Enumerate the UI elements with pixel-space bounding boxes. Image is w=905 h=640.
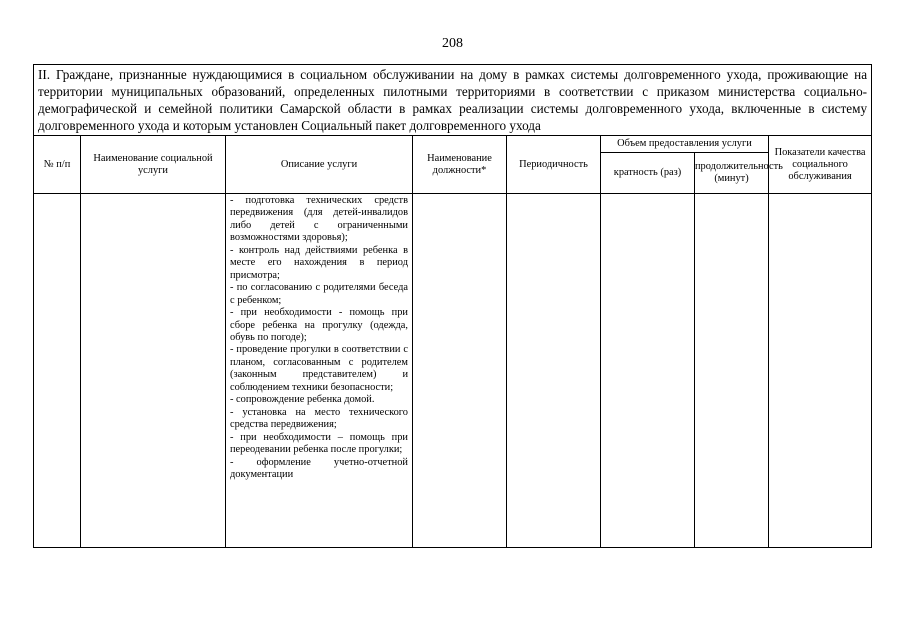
header-frequency: кратность (раз) [601, 153, 695, 194]
header-position: Наименование должности* [413, 136, 507, 194]
description-item: - сопровождение ребенка домой. [230, 394, 375, 406]
cell-duration [695, 194, 769, 548]
description-item: - подготовка технических средств передвижения (для детей-инвалидов либо детей с ограниченными возможностями здоровья); [230, 195, 408, 244]
description-item: - проведение прогулки в соответствии с планом, согласованным с родителем (законным представителем) и соблюдением техники безопасности; [230, 344, 408, 393]
header-volume: Объем предоставления услуги [601, 136, 769, 153]
cell-periodicity [507, 194, 601, 548]
header-service-name: Наименование социальной услуги [81, 136, 226, 194]
description-item: - оформление учетно-отчетной документации [230, 456, 408, 480]
header-num: № п/п [34, 136, 81, 194]
cell-position [413, 194, 507, 548]
cell-frequency [601, 194, 695, 548]
header-description: Описание услуги [226, 136, 413, 194]
page-number: 208 [442, 36, 463, 51]
cell-description [226, 194, 413, 548]
section-heading: II. Граждане, признанные нуждающимися в социальном обслуживании на дому в рамках системы долговременного ухода, проживающие на территории муниципальных образований, определенных пилотными территориями в соответствии с приказом министерства социально-демографической и семейной политики Самарской области в рамках реализации системы долговременного ухода, включенные в систему долговременного ухода и которым установлен Социальный пакет долговременного ухода [34, 65, 872, 136]
description-item: - контроль над действиями ребенка в месте его нахождения в период присмотра; [230, 244, 408, 281]
description-item: - установка на место технического средства передвижения; [230, 406, 408, 431]
table-row [34, 194, 872, 548]
description-item: - при необходимости - помощь при сборе ребенка на прогулку (одежда, обувь по погоде); [230, 307, 408, 343]
cell-num [34, 194, 81, 548]
header-periodicity: Периодичность [507, 136, 601, 194]
cell-service-name [81, 194, 226, 548]
description-item: - при необходимости – помощь при переодевании ребенка после прогулки; [230, 431, 408, 456]
description-item: - по согласованию с родителями беседа с ребенком; [230, 282, 408, 306]
header-duration: продолжительность (минут) [695, 153, 769, 194]
header-quality: Показатели качества социального обслуживания [769, 136, 872, 194]
cell-quality [769, 194, 872, 548]
services-table [33, 64, 872, 548]
